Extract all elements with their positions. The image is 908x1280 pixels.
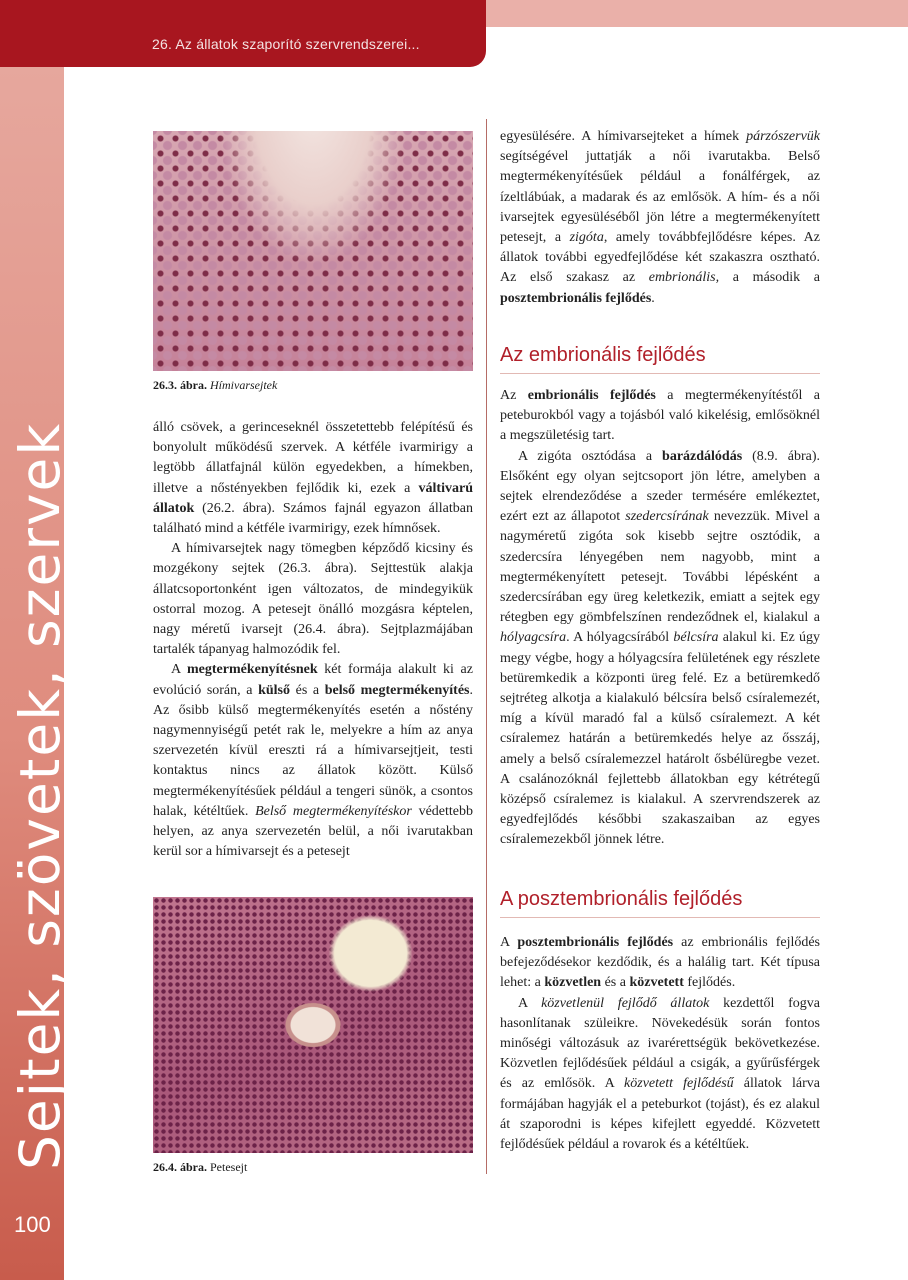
paragraph: egyesülésére. A hímivarsejteket a hímek párzószervük segítségével juttatják a női ivarutakba. Belső megtermékenyítésűek például a fonálférgek, az ízeltlábúak, a madarak és az emlősök. A hím- és a női ivarsejtek egyesüléséből jön létre a megtermékenyített petesejt, a zigóta, amely továbbfejlődésre képes. Az állatok további egyedfejlődése két szakaszra osztható. Az első szakasz az embrionális, a második a posztembrionális fejlődés. (500, 129, 820, 306)
caption-number: 26.4. ábra. (153, 1160, 207, 1174)
right-text-postembryonic (500, 933, 820, 1155)
figure-caption (153, 1160, 247, 1175)
right-text-embryonic (500, 386, 820, 851)
figure-caption (153, 378, 277, 393)
micrograph-egg-cell (153, 897, 473, 1153)
paragraph: A közvetlenül fejlődő állatok kezdettől fogva hasonlítanak szüleikre. Növekedésük során fontos minőségi változásuk az ivarérettségük bekövetkezése. Közvetlen fejlődésűek például a csigák, a gyűrűsférgek és az emlősök. A közvetett fejlődésű állatok lárva formájában hagyják el a peteburkot (tojást), és ez alakul át szaporodni is képes kifejlett egyeddé. Közvetett fejlődésűek például a rovarok és a kétéltűek. (500, 995, 821, 1153)
paragraph: Az embrionális fejlődés a megtermékenyítéstől a peteburokból vagy a tojásból való kikelésig, emlősöknél a megszületésig tart. (500, 388, 820, 444)
page-number: 100 (14, 1212, 51, 1237)
paragraph: A posztembrionális fejlődés az embrionális fejlődés befejeződésekor kezdődik, és a halálig tart. Két típusa lehet: a közvetlen és a közvetett fejlődés. (500, 935, 821, 991)
column-divider (486, 119, 487, 1174)
right-text-intro (500, 127, 820, 309)
chapter-title: 26. Az állatok szaporító szervrendszerei... (152, 36, 420, 52)
caption-number: 26.3. ábra. (153, 378, 207, 392)
caption-text: Hímivarsejtek (210, 378, 278, 392)
micrograph-sperm-cells (153, 131, 473, 371)
header-accent (486, 0, 908, 27)
paragraph: A zigóta osztódása a barázdálódás (8.9. ábra). Elsőként egy olyan sejtcsoport jön létre, amelyben a sejtek elrendeződése a szeder termésére emlékeztet, ezért ezt az állapotot szedercsírának nevezzük. Mivel a nagyméretű zigóta sok kisebb sejtre osztódik, a szedercsíra lényegében nem nagyobb, mint a megtermékenyített petesejt. További lépésként a szedercsírában egy üreg keletkezik, emiatt a sejtek egy rétegben egy gömbfelszínen rendeződnek el, kialakul a hólyagcsíra. A hólyagcsírából bélcsíra alakul ki. Ez úgy megy végbe, hogy a hólyagcsíra felületének egy részlete betüremkedik a központi üreg felé. Ez a betüremkedő sejtréteg alkotja a kialakuló bélcsíra belső csíralemezét, míg a kívül maradó fal a külső csíralemezt. A két csíralemez határán a betüremkedés helye az ősszáj, amely a belső csíralemezzel határolt ősbélüregbe vezet. A csalánozóknál fejlettebb állatokban egy kétrétegű középső csíralemez is kialakul. A szervrendszerek az egyedfejlődés későbbi szakaszaiban az egyes csíralemezekből jönnek létre. (500, 448, 820, 848)
paragraph: A megtermékenyítésnek két formája alakult ki az evolúció során, a külső és a belső megtermékenyítés. Az ősibb külső megtermékenyítés esetén a nőstény nagymennyiségű petét rak le, melyekre a hím az anya szervezetén kívül ereszti rá a hímivarsejtjeit, testi kontaktus nincs az állatok között. Külső megtermékenyítésűek például a tengeri sünök, a csontos halak, kétéltűek. Belső megtermékenyítéskor védettebb helyen, az anya szervezetén belül, a női ivarutakban kerül sor a hímivarsejt és a petesejt (153, 662, 473, 860)
section-heading: A posztembrionális fejlődés (500, 888, 820, 918)
paragraph: álló csövek, a gerinceseknél összetettebb felépítésű és bonyolult működésű szervek. A kétféle ivarmirigy a legtöbb állatfajnál külön egyedekben, a hímekben, illetve a nőstényekben fejlődik ki, ezek a váltivarú állatok (26.2. ábra). Számos fajnál egyazon állatban található mind a kétféle ivarmirigy, ezek hímnősek. (153, 420, 473, 537)
header-bar (0, 0, 486, 67)
paragraph: A hímivarsejtek nagy tömegben képződő kicsiny és mozgékony sejtek (26.3. ábra). Sejttestük alakja állatcsoportonként igen változatos, de mindegyikük ostorral mozog. A petesejt önálló mozgásra képtelen, nagy méretű ivarsejt (26.4. ábra). Sejtplazmájában tartalék tápanyag halmozódik fel. (153, 541, 473, 658)
section-heading: Az embrionális fejlődés (500, 344, 820, 374)
left-text-column (153, 418, 473, 862)
side-section-title: Sejtek, szövetek, szervek (8, 421, 72, 1170)
caption-text: Petesejt (210, 1160, 248, 1174)
